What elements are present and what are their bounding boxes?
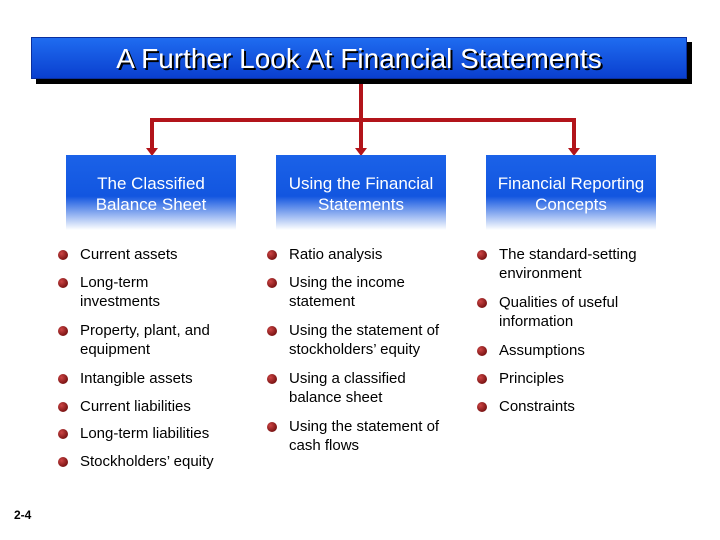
page-title: A Further Look At Financial Statements [31, 37, 687, 79]
bullet-icon [267, 278, 277, 288]
bullet-icon [267, 326, 277, 336]
connector-horizontal [150, 118, 576, 122]
connector-center-drop [359, 118, 363, 148]
column-heading-label: Financial Reporting Concepts [497, 174, 645, 214]
bullet-icon [58, 402, 68, 412]
bullet-icon [477, 298, 487, 308]
bullet-icon [58, 250, 68, 260]
bullet-icon [477, 374, 487, 384]
column-heading-label: Using the Financial Statements [288, 174, 434, 214]
column-heading-label: The Classified Balance Sheet [95, 174, 207, 214]
connector-left-drop [150, 118, 154, 148]
bullet-icon [477, 250, 487, 260]
bullet-icon [267, 250, 277, 260]
connector-vertical-main [359, 84, 363, 120]
bullet-icon [58, 326, 68, 336]
bullet-icon [58, 278, 68, 288]
bullet-icon [58, 429, 68, 439]
bullet-icon [58, 374, 68, 384]
bullet-icon [58, 457, 68, 467]
bullet-icon [477, 402, 487, 412]
page-number: 2-4 [14, 508, 32, 522]
connector-right-drop [572, 118, 576, 148]
column-heading-using-statements [276, 155, 446, 230]
column-heading-reporting-concepts [486, 155, 656, 230]
column-heading-balance-sheet [66, 155, 236, 230]
bullet-icon [267, 422, 277, 432]
bullet-icon [267, 374, 277, 384]
bullet-icon [477, 346, 487, 356]
